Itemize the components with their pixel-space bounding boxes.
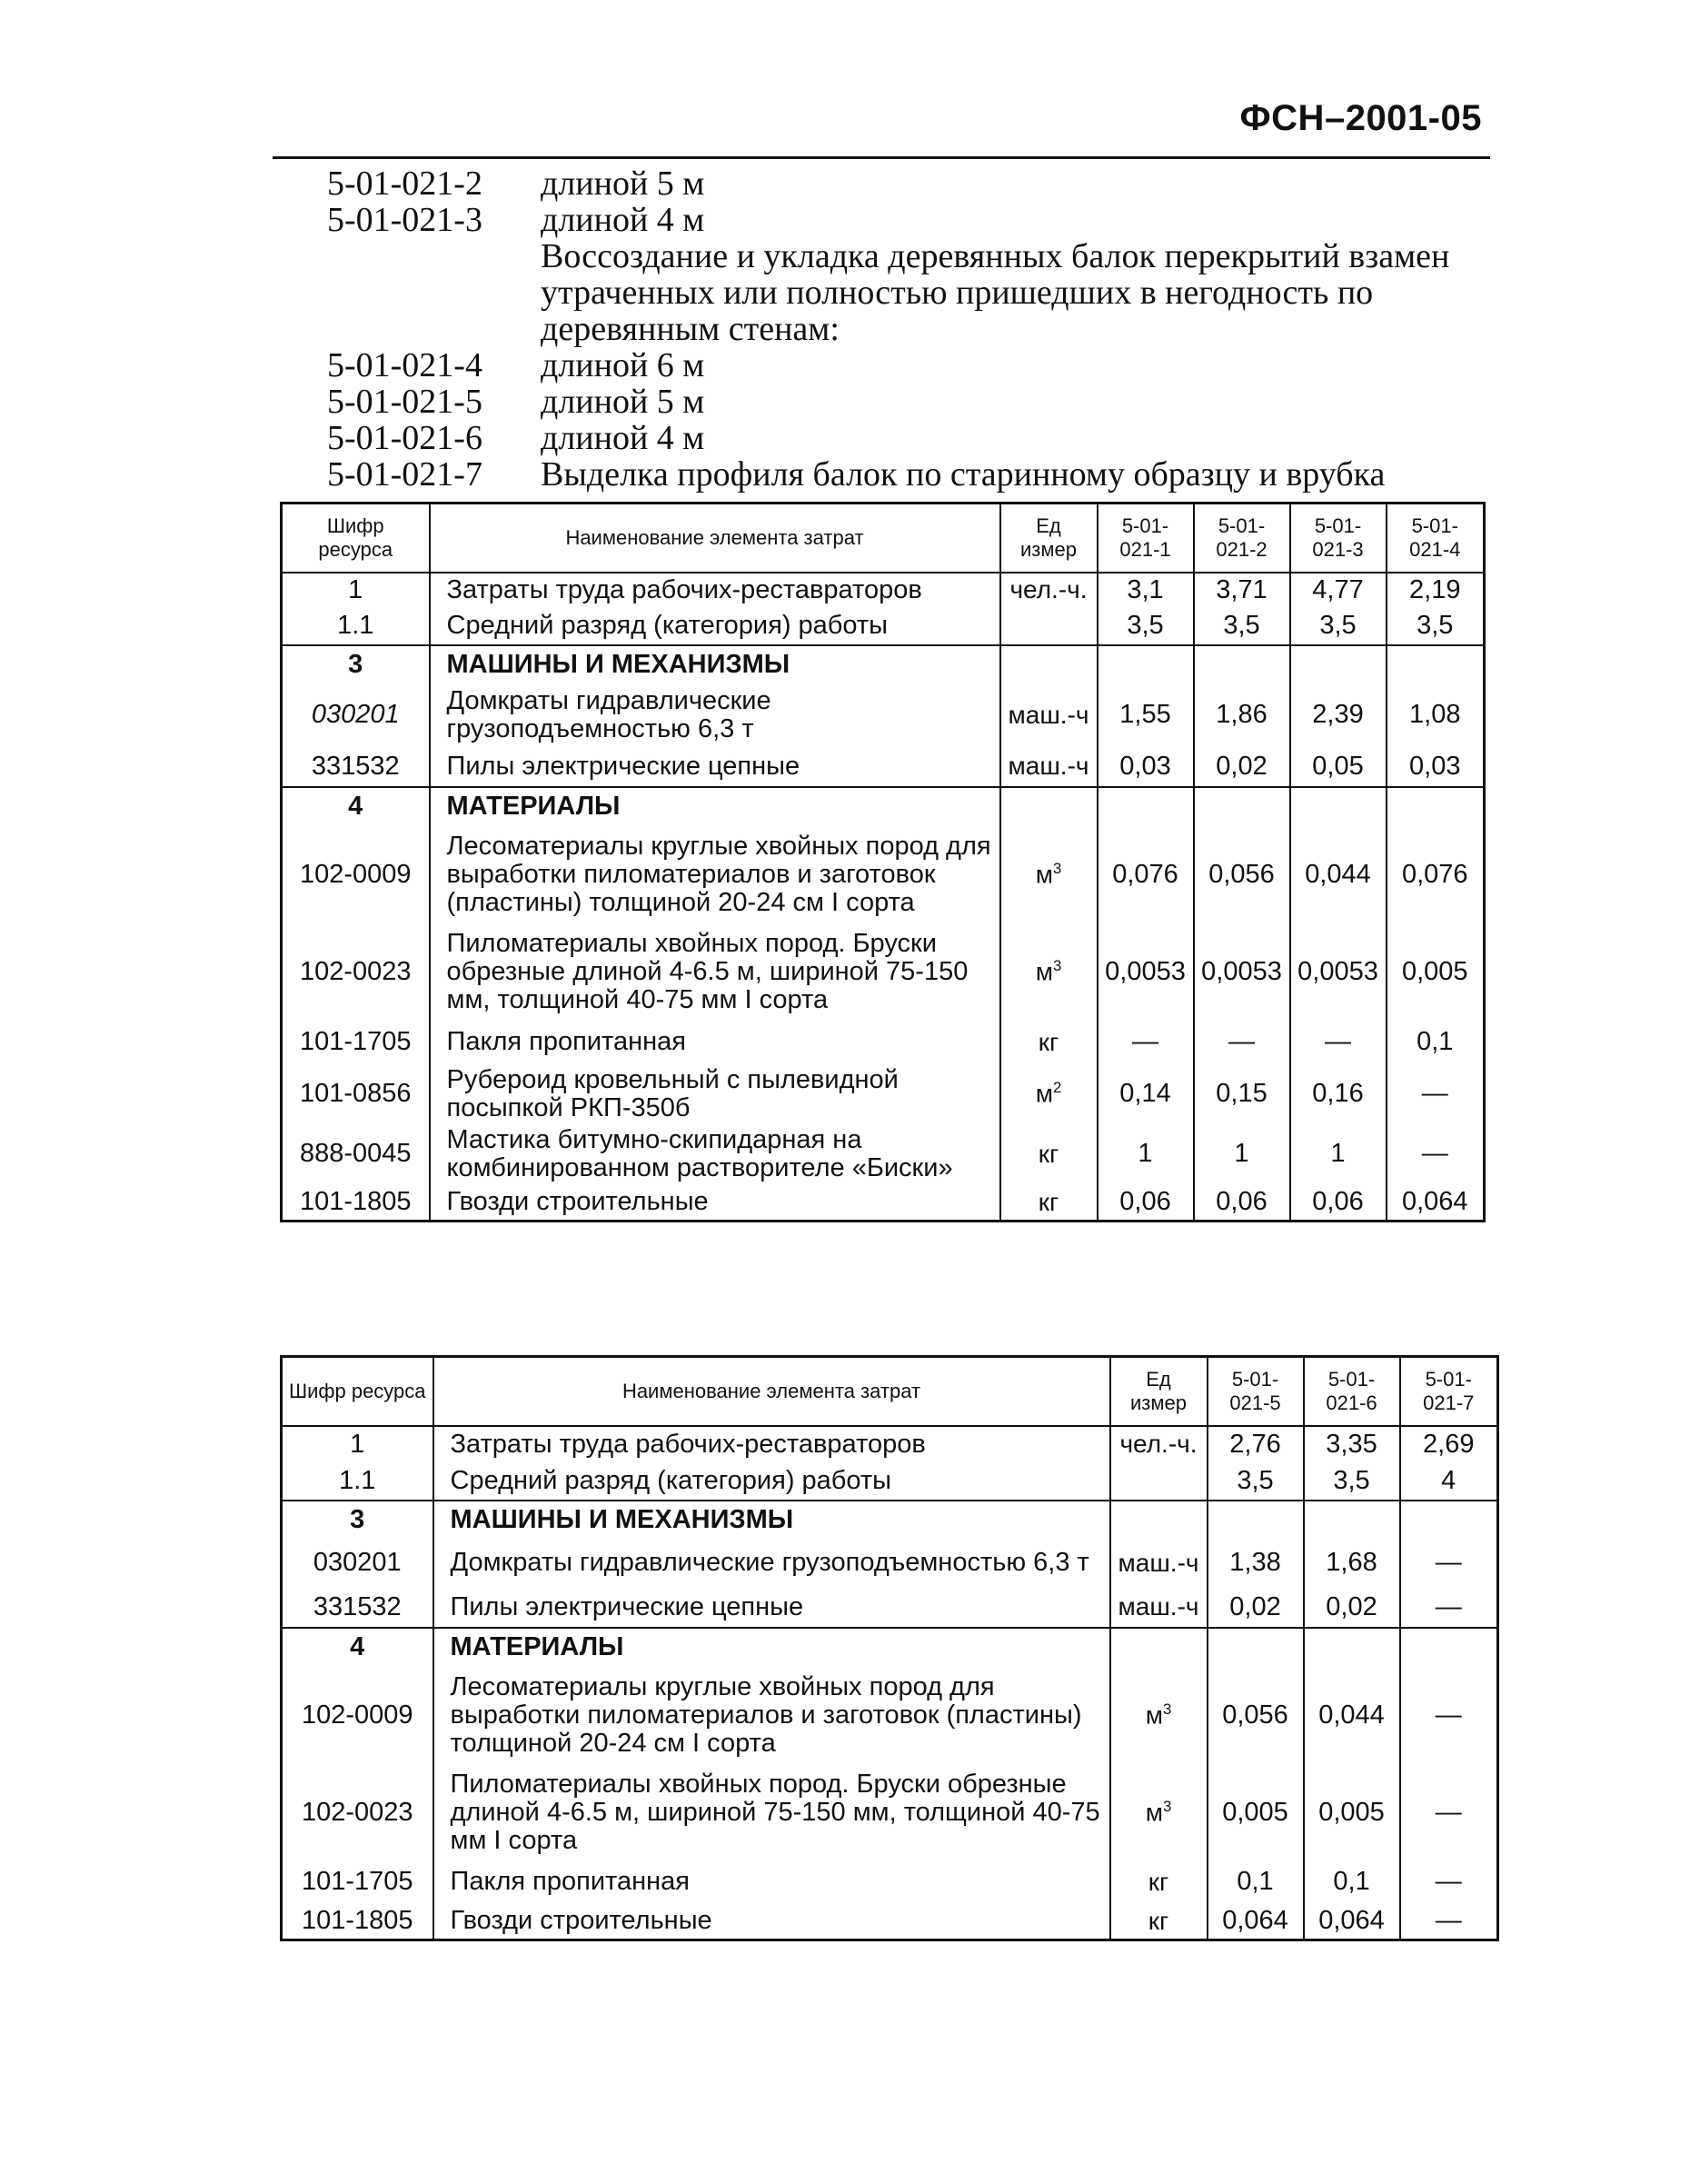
resource-code: 888-0045 [282,1123,430,1185]
spec-code: 5-01-021-5 [327,383,482,421]
unit: кг [1110,1904,1208,1940]
section-row [282,787,1485,825]
table-row [282,1666,1498,1766]
norm-value: 0,16 [1290,1065,1387,1123]
resource-code: 030201 [282,1539,433,1588]
unit: $м^3$ [1110,1766,1208,1860]
table-row [282,825,1485,925]
norm-value: — [1194,1020,1290,1065]
unit: $м^3$ [1110,1666,1208,1766]
spec-item [327,420,1499,456]
element-name: Затраты труда рабочих-реставраторов [430,573,1000,607]
norm-value: 2,76 [1208,1426,1304,1462]
norm-value: 0,06 [1098,1185,1194,1222]
unit: чел.-ч. [1000,573,1098,607]
unit: $м^3$ [1000,825,1098,925]
norm-value [1290,787,1387,825]
element-name: Пиломатериалы хвойных пород. Бруски обрезные длиной 4-6.5 м, шириной 75-150 мм, толщиной 40-75 мм I сорта [430,925,1000,1020]
resource-code: 101-0856 [282,1065,430,1123]
norm-value [1098,645,1194,683]
norm-value: 1,55 [1098,683,1194,747]
spec-item [327,165,1499,202]
resource-code: 101-1805 [282,1904,433,1940]
header-rule [273,156,1490,159]
norm-value: 3,5 [1290,607,1387,645]
table-row [282,1766,1498,1860]
unit [1000,787,1098,825]
norm-value: 1,68 [1304,1539,1400,1588]
norm-value: 0,15 [1194,1065,1290,1123]
norm-table-1 [280,502,1486,1222]
norm-value [1208,1501,1304,1539]
resource-code: 1.1 [282,607,430,645]
resource-code: 101-1705 [282,1860,433,1904]
table-row [282,1185,1485,1222]
norm-value: — [1387,1123,1485,1185]
norm-value: 0,005 [1387,925,1485,1020]
resource-code: 1 [282,1426,433,1462]
norm-value: 3,5 [1208,1462,1304,1501]
norm-value: 1,08 [1387,683,1485,747]
spec-text: длиной 4 м [541,201,705,239]
spec-item [327,238,1499,347]
header-name: Наименование элемента затрат [433,1357,1110,1426]
norm-value: 0,1 [1208,1860,1304,1904]
spec-text: длиной 5 м [541,383,705,421]
norm-value: 1,38 [1208,1539,1304,1588]
norm-value: — [1400,1539,1498,1588]
norm-value: — [1387,1065,1485,1123]
unit [1000,607,1098,645]
section-row [282,1628,1498,1666]
element-name: Пилы электрические цепные [430,747,1000,787]
norm-value: 0,1 [1387,1020,1485,1065]
norm-value: 3,5 [1098,607,1194,645]
resource-code: 101-1805 [282,1185,430,1222]
table-row [282,925,1485,1020]
header-unit: Ед измер [1110,1357,1208,1426]
resource-code: 3 [282,645,430,683]
spec-code: 5-01-021-2 [327,165,482,203]
norm-value: 0,14 [1098,1065,1194,1123]
norm-value: 1,86 [1194,683,1290,747]
header-col: 5-01-021-1 [1098,504,1194,573]
element-name: Пакля пропитанная [430,1020,1000,1065]
norm-value: 0,005 [1304,1766,1400,1860]
norm-value: 0,06 [1194,1185,1290,1222]
norm-value: 0,05 [1290,747,1387,787]
resource-code: 3 [282,1501,433,1539]
norm-value: 0,06 [1290,1185,1387,1222]
norm-value: 3,1 [1098,573,1194,607]
norm-value: 1 [1098,1123,1194,1185]
norm-value: — [1400,1666,1498,1766]
unit [1110,1501,1208,1539]
element-name: Домкраты гидравлические грузоподъемностью 6,3 т [430,683,1000,747]
table-row [282,683,1485,747]
norm-value: 0,02 [1208,1588,1304,1628]
element-name: МАТЕРИАЛЫ [433,1628,1110,1666]
norm-table-2 [280,1355,1499,1941]
element-name: Лесоматериалы круглые хвойных пород для выработки пиломатериалов и заготовок (пластины) толщиной 20-24 см I сорта [433,1666,1110,1766]
table-row [282,1426,1498,1462]
norm-value [1400,1501,1498,1539]
spec-text: Выделка профиля балок по старинному образцу и врубка [541,455,1386,494]
resource-code: 102-0023 [282,925,430,1020]
norm-value: 0,02 [1304,1588,1400,1628]
norm-value: — [1290,1020,1387,1065]
resource-code: 030201 [282,683,430,747]
table-row [282,1462,1498,1501]
norm-value: 1 [1194,1123,1290,1185]
header-col: 5-01-021-7 [1400,1357,1498,1426]
norm-value [1387,787,1485,825]
header-col: 5-01-021-5 [1208,1357,1304,1426]
norm-value [1400,1628,1498,1666]
spec-item [327,202,1499,238]
spec-item [327,456,1499,493]
norm-value: 1 [1290,1123,1387,1185]
header-col: 5-01-021-3 [1290,504,1387,573]
spec-item [327,384,1499,420]
header-col: 5-01-021-2 [1194,504,1290,573]
resource-code: 102-0009 [282,1666,433,1766]
norm-value: 0,005 [1208,1766,1304,1860]
resource-code: 1.1 [282,1462,433,1501]
element-name: Мастика битумно-скипидарная на комбинированном растворителе «Биски» [430,1123,1000,1185]
unit: чел.-ч. [1110,1426,1208,1462]
norm-value: 0,1 [1304,1860,1400,1904]
norm-value: 2,69 [1400,1426,1498,1462]
header-col: 5-01-021-4 [1387,504,1485,573]
norm-value: 0,064 [1387,1185,1485,1222]
norm-value: 2,19 [1387,573,1485,607]
header-unit: Ед измер [1000,504,1098,573]
unit [1110,1462,1208,1501]
norm-value: 0,03 [1387,747,1485,787]
unit: маш.-ч [1000,683,1098,747]
table-row [282,573,1485,607]
resource-code: 331532 [282,1588,433,1628]
unit: кг [1000,1020,1098,1065]
norm-value [1304,1501,1400,1539]
norm-value: 0,044 [1304,1666,1400,1766]
table-row [282,1860,1498,1904]
table-row [282,1020,1485,1065]
unit: кг [1000,1123,1098,1185]
spec-text: длиной 4 м [541,419,705,457]
norm-value: 0,076 [1387,825,1485,925]
unit: кг [1110,1860,1208,1904]
element-name: Затраты труда рабочих-реставраторов [433,1426,1110,1462]
header-name: Наименование элемента затрат [430,504,1000,573]
norm-value [1208,1628,1304,1666]
norm-value: 0,0053 [1290,925,1387,1020]
spec-code: 5-01-021-3 [327,201,482,239]
resource-code: 102-0023 [282,1766,433,1860]
table-row [282,1065,1485,1123]
norm-value: 0,0053 [1194,925,1290,1020]
norm-value [1194,787,1290,825]
norm-value [1098,787,1194,825]
spec-text: Воссоздание и укладка деревянных балок перекрытий взамен утраченных или полностью пришедших в негодность по деревянным стенам: [541,237,1450,348]
norm-value: 4,77 [1290,573,1387,607]
element-name: Пиломатериалы хвойных пород. Бруски обрезные длиной 4-6.5 м, шириной 75-150 мм, толщиной 40-75 мм I сорта [433,1766,1110,1860]
norm-value: 0,0053 [1098,925,1194,1020]
table-row [282,1539,1498,1588]
table-row [282,1588,1498,1628]
resource-code: 4 [282,787,430,825]
unit [1110,1628,1208,1666]
element-name: Рубероид кровельный с пылевидной посыпкой РКП-350б [430,1065,1000,1123]
spec-text: длиной 6 м [541,346,705,384]
table-row [282,747,1485,787]
norm-value: 4 [1400,1462,1498,1501]
document-code: ФСН–2001-05 [1239,98,1482,138]
spec-item [327,347,1499,384]
section-row [282,645,1485,683]
norm-value: — [1400,1766,1498,1860]
spec-code: 5-01-021-6 [327,419,482,457]
unit: $м^3$ [1000,925,1098,1020]
norm-value [1194,645,1290,683]
unit: маш.-ч [1000,747,1098,787]
element-name: Лесоматериалы круглые хвойных пород для выработки пиломатериалов и заготовок (пластины) толщиной 20-24 см I сорта [430,825,1000,925]
header-code: Шифр ресурса [282,504,430,573]
element-name: МАШИНЫ И МЕХАНИЗМЫ [433,1501,1110,1539]
header-code: Шифр ресурса [282,1357,433,1426]
spec-text: длиной 5 м [541,165,705,203]
element-name: Пакля пропитанная [433,1860,1110,1904]
header-col: 5-01-021-6 [1304,1357,1400,1426]
norm-value [1387,645,1485,683]
unit: кг [1000,1185,1098,1222]
element-name: Гвозди строительные [430,1185,1000,1222]
table-row [282,1904,1498,1940]
norm-value [1304,1628,1400,1666]
section-row [282,1501,1498,1539]
norm-value: 0,056 [1194,825,1290,925]
norm-value: 0,03 [1098,747,1194,787]
element-name: Средний разряд (категория) работы [430,607,1000,645]
norm-value: 3,5 [1387,607,1485,645]
norm-value: 0,076 [1098,825,1194,925]
norm-value: — [1400,1904,1498,1940]
element-name: Гвозди строительные [433,1904,1110,1940]
norm-value: — [1098,1020,1194,1065]
resource-code: 1 [282,573,430,607]
norm-value: — [1400,1860,1498,1904]
norm-value: 3,35 [1304,1426,1400,1462]
norm-value: 0,064 [1304,1904,1400,1940]
table-row [282,1123,1485,1185]
unit: $м^2$ [1000,1065,1098,1123]
element-name: Домкраты гидравлические грузоподъемностью 6,3 т [433,1539,1110,1588]
element-name: Средний разряд (категория) работы [433,1462,1110,1501]
norm-value: — [1400,1588,1498,1628]
norm-value: 2,39 [1290,683,1387,747]
spec-code [327,238,541,347]
norm-value: 0,064 [1208,1904,1304,1940]
resource-code: 102-0009 [282,825,430,925]
unit: маш.-ч [1110,1588,1208,1628]
resource-code: 4 [282,1628,433,1666]
norm-value: 0,056 [1208,1666,1304,1766]
resource-code: 101-1705 [282,1020,430,1065]
element-name: МАШИНЫ И МЕХАНИЗМЫ [430,645,1000,683]
table-row [282,607,1485,645]
spec-code: 5-01-021-7 [327,455,482,494]
unit [1000,645,1098,683]
norm-value: 0,02 [1194,747,1290,787]
element-name: МАТЕРИАЛЫ [430,787,1000,825]
norm-value: 0,044 [1290,825,1387,925]
unit: маш.-ч [1110,1539,1208,1588]
norm-value: 3,5 [1304,1462,1400,1501]
norm-value [1290,645,1387,683]
element-name: Пилы электрические цепные [433,1588,1110,1628]
spec-list [327,165,1499,493]
norm-value: 3,5 [1194,607,1290,645]
resource-code: 331532 [282,747,430,787]
spec-code: 5-01-021-4 [327,346,482,384]
norm-value: 3,71 [1194,573,1290,607]
